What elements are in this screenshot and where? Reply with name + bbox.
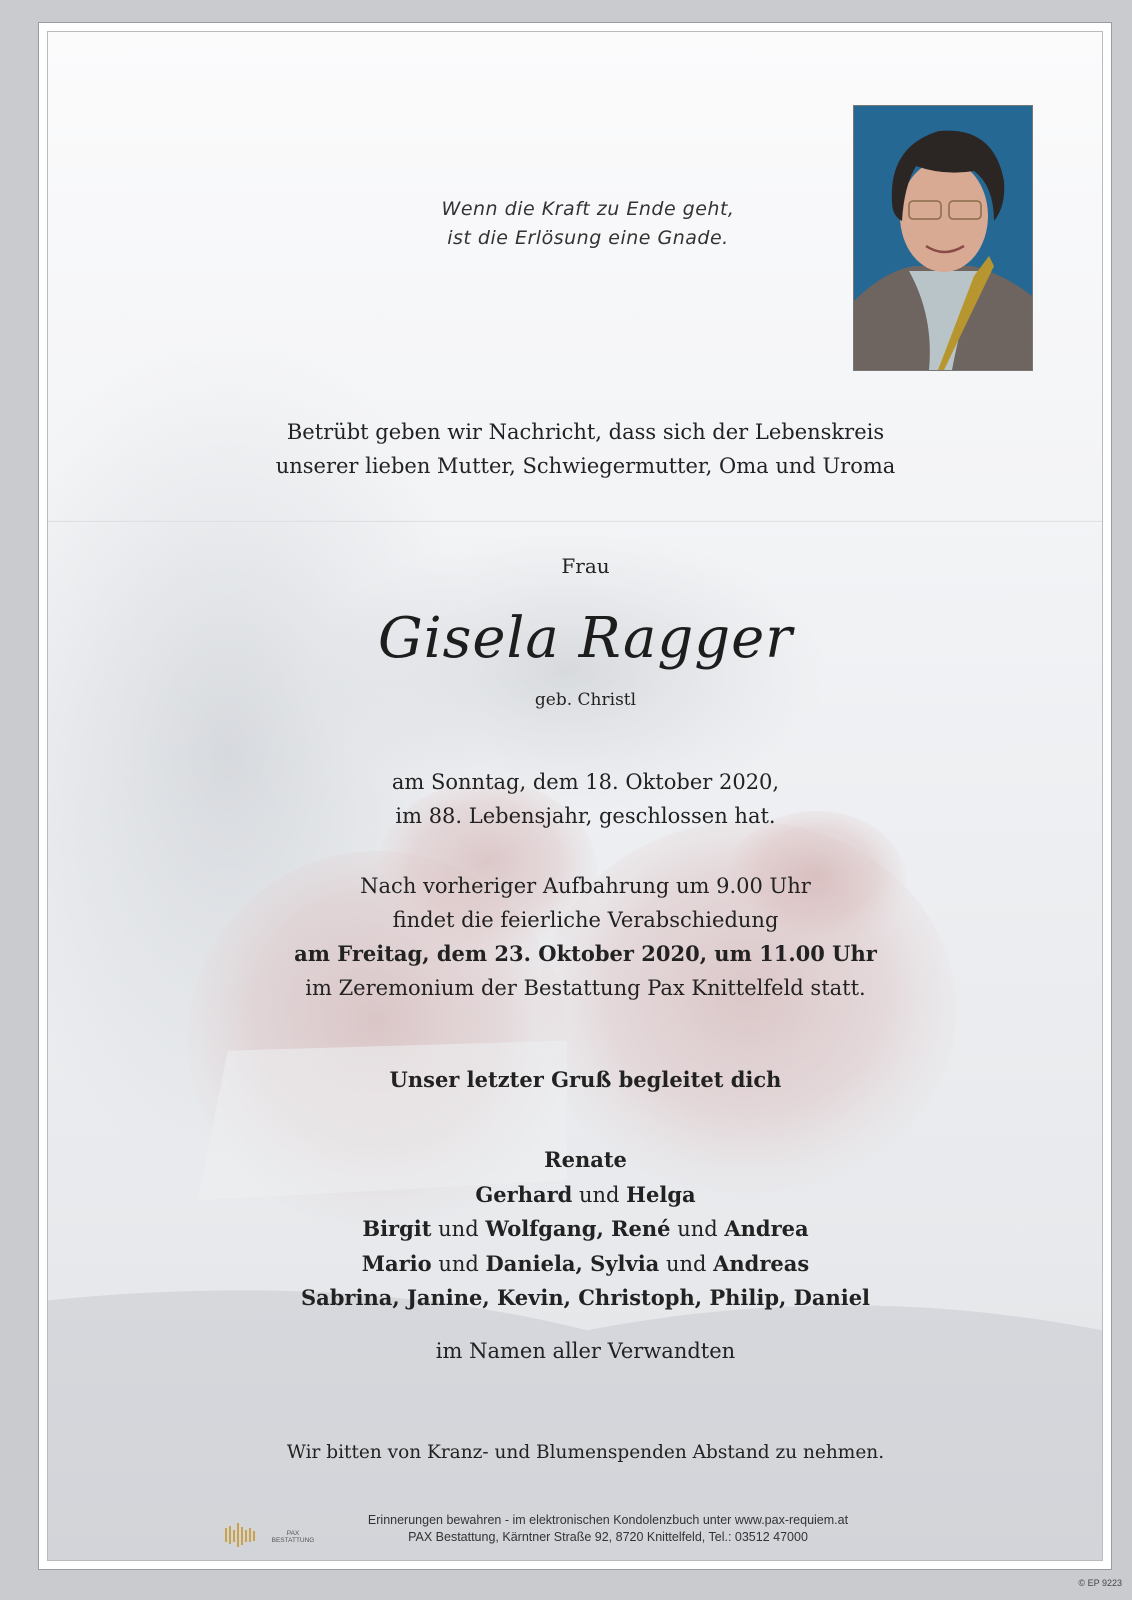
quote-line-1: Wenn die Kraft zu Ende geht, [441, 198, 735, 220]
conjunction: und [431, 1217, 486, 1241]
portrait-photo [853, 105, 1033, 371]
mourner-line [148, 1143, 1023, 1178]
donation-request: Wir bitten von Kranz- und Blumenspenden Abstand zu nehmen. [286, 1442, 885, 1463]
mourner-name: Daniela, Sylvia [485, 1250, 660, 1276]
conjunction: und [659, 1251, 714, 1276]
mourner-line [148, 1212, 1023, 1247]
obituary-frame [47, 31, 1103, 1561]
announcement-intro [148, 415, 1023, 483]
footer-line-1: Erinnerungen bewahren - im elektronischen Kondolenzbuch unter www.pax-requiem.at [367, 1513, 849, 1527]
death-line-2: im 88. Lebensjahr, geschlossen hat. [395, 804, 776, 828]
mourner-line [148, 1247, 1023, 1282]
mourner-name: Renate [544, 1147, 627, 1172]
mourner-name: Mario [361, 1250, 432, 1276]
maiden-name: geb. Christl [534, 690, 637, 710]
ceremony-date: am Freitag, dem 23. Oktober 2020, um 11.00 Uhr [294, 941, 877, 966]
quote [348, 195, 828, 253]
logo-text [270, 1530, 316, 1544]
quote-line-2: ist die Erlösung eine Gnade. [447, 227, 729, 249]
obituary-sheet [38, 22, 1112, 1570]
mourner-name: Andreas [713, 1250, 810, 1276]
mourner-line [148, 1178, 1023, 1213]
conjunction: und [670, 1217, 725, 1241]
mourner-name: Wolfgang, René [485, 1216, 671, 1241]
logo-line-1: PAX [286, 1530, 300, 1537]
mourner-name: Andrea [724, 1216, 809, 1241]
mourner-name: Gerhard [475, 1181, 573, 1207]
relatives-note: im Namen aller Verwandten [435, 1339, 736, 1363]
intro-line-2: unserer lieben Mutter, Schwiegermutter, Oma und Uroma [275, 454, 896, 478]
ceremony-line-4: im Zeremonium der Bestattung Pax Knittelfeld statt. [305, 976, 866, 1000]
mourner-name: Birgit [362, 1216, 432, 1241]
ceremony-line-2: findet die feierliche Verabschiedung [392, 908, 779, 932]
ceremony-block [148, 869, 1023, 1005]
mourner-name: Sabrina, Janine, Kevin, Christoph, Philip, Daniel [300, 1285, 871, 1310]
salutation: Frau [561, 554, 610, 578]
death-date-block [148, 765, 1023, 833]
death-line-1: am Sonntag, dem 18. Oktober 2020, [391, 770, 780, 794]
mourner-name: Helga [626, 1181, 696, 1207]
footer-info [328, 1512, 888, 1546]
product-code: © EP 9223 [1078, 1578, 1122, 1588]
intro-line-1: Betrübt geben wir Nachricht, dass sich der Lebenskreis [286, 420, 885, 444]
last-greeting: Unser letzter Gruß begleitet dich [389, 1067, 782, 1092]
conjunction: und [572, 1182, 627, 1207]
footer-line-2: PAX Bestattung, Kärntner Straße 92, 8720 Knittelfeld, Tel.: 03512 47000 [408, 1530, 808, 1544]
ceremony-line-1: Nach vorheriger Aufbahrung um 9.00 Uhr [360, 874, 811, 898]
mourners-list [148, 1143, 1023, 1316]
conjunction: und [431, 1251, 486, 1276]
mourner-line [148, 1281, 1023, 1316]
logo-line-2: BESTATTUNG [271, 1537, 315, 1544]
deceased-name: Gisela Ragger [377, 606, 794, 671]
